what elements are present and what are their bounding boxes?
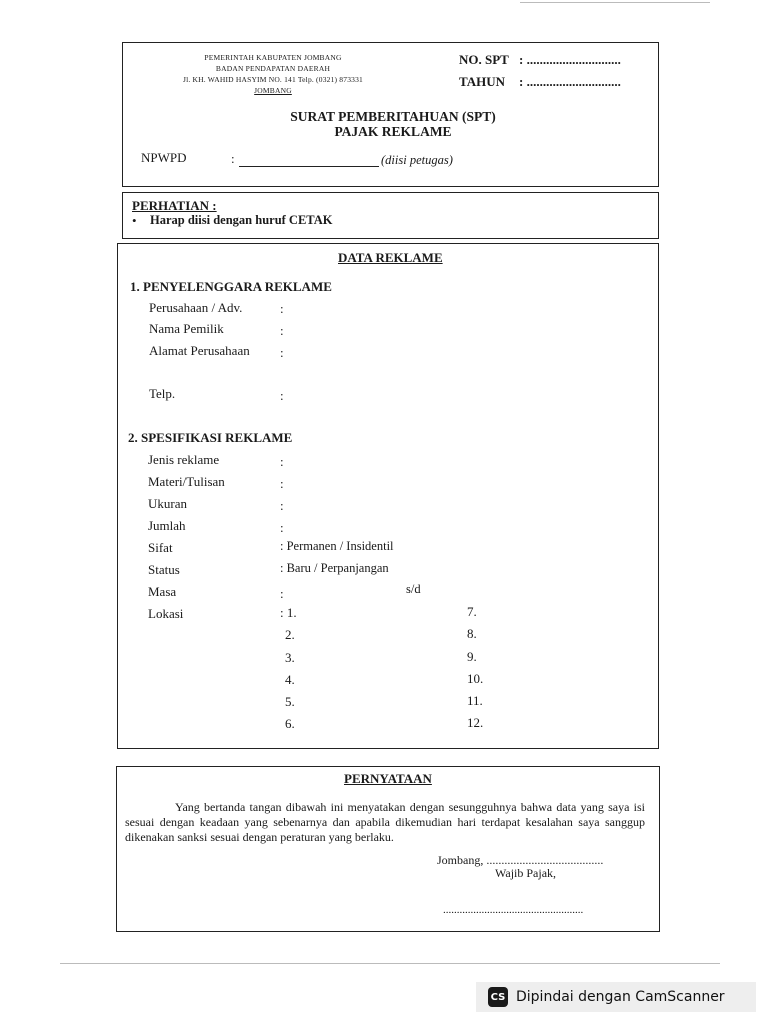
field-value-telp[interactable]: : bbox=[280, 388, 284, 403]
field-value-perusahaan[interactable]: : bbox=[280, 301, 284, 316]
npwpd-colon: : bbox=[231, 151, 235, 166]
header-box bbox=[122, 42, 659, 187]
npwpd-note: (diisi petugas) bbox=[381, 153, 453, 167]
statement-heading: PERNYATAAN bbox=[344, 771, 432, 786]
no-spt-label: NO. SPT bbox=[459, 52, 509, 67]
field-label-lokasi: Lokasi bbox=[148, 606, 184, 621]
field-label-masa: Masa bbox=[148, 584, 177, 599]
field-value-jenis[interactable]: : bbox=[280, 454, 284, 469]
notice-heading: PERHATIAN : bbox=[132, 198, 217, 213]
org-line-4: JOMBANG bbox=[254, 86, 292, 95]
field-label-status: Status bbox=[148, 562, 180, 577]
no-spt-value[interactable]: : ............................. bbox=[519, 52, 621, 67]
npwpd-label: NPWPD bbox=[141, 150, 187, 165]
form-title-line2: PAJAK REKLAME bbox=[334, 124, 452, 139]
lokasi-item-10[interactable]: 10. bbox=[467, 671, 484, 686]
npwpd-field[interactable] bbox=[239, 166, 379, 167]
field-label-jumlah: Jumlah bbox=[148, 518, 186, 533]
notice-bullet: • bbox=[132, 213, 137, 228]
field-value-alamat[interactable]: : bbox=[280, 345, 284, 360]
masa-sd: s/d bbox=[406, 582, 421, 596]
field-value-ukuran[interactable]: : bbox=[280, 498, 284, 513]
field-value-masa[interactable]: : bbox=[280, 586, 284, 601]
statement-paragraph: Yang bertanda tangan dibawah ini menyatakan dengan sesungguhnya bahwa data yang saya isi sesuai dengan keadaan yang sebenarnya dan apabila dikemudian hari terdapat kesalahan saya sanggup dikenakan sanksi sesuai dengan peraturan yang berlaku. bbox=[125, 800, 645, 844]
lokasi-item-2[interactable]: 2. bbox=[285, 627, 295, 642]
lokasi-item-4[interactable]: 4. bbox=[285, 672, 295, 687]
notice-box bbox=[122, 192, 659, 239]
field-value-status[interactable]: : Baru / Perpanjangan bbox=[280, 561, 389, 575]
field-label-jenis: Jenis reklame bbox=[148, 452, 220, 467]
data-reklame-box bbox=[117, 243, 659, 749]
camscanner-logo-icon: CS bbox=[488, 987, 508, 1007]
lokasi-item-7[interactable]: 7. bbox=[467, 604, 477, 619]
statement-box bbox=[116, 766, 660, 932]
data-reklame-heading: DATA REKLAME bbox=[338, 250, 443, 265]
field-value-sifat[interactable]: : Permanen / Insidentil bbox=[280, 539, 394, 553]
scan-edge-top bbox=[520, 2, 710, 3]
section2-title: 2. SPESIFIKASI REKLAME bbox=[128, 430, 293, 445]
lokasi-item-6[interactable]: 6. bbox=[285, 716, 295, 731]
lokasi-item-8[interactable]: 8. bbox=[467, 626, 477, 641]
place-date[interactable]: Jombang, ....................................... bbox=[437, 853, 604, 867]
field-label-alamat: Alamat Perusahaan bbox=[149, 343, 250, 358]
section1-title: 1. PENYELENGGARA REKLAME bbox=[130, 279, 332, 294]
notice-text: Harap diisi dengan huruf CETAK bbox=[150, 213, 333, 227]
camscanner-label: Dipindai dengan CamScanner bbox=[516, 989, 725, 1005]
lokasi-item-5[interactable]: 5. bbox=[285, 694, 295, 709]
field-label-materi: Materi/Tulisan bbox=[148, 474, 225, 489]
lokasi-item-1[interactable]: : 1. bbox=[280, 605, 297, 620]
field-value-materi[interactable]: : bbox=[280, 476, 284, 491]
field-label-perusahaan: Perusahaan / Adv. bbox=[149, 300, 243, 315]
org-line-1: PEMERINTAH KABUPATEN JOMBANG bbox=[204, 53, 342, 62]
signer-label: Wajib Pajak, bbox=[495, 866, 557, 880]
lokasi-item-12[interactable]: 12. bbox=[467, 715, 484, 730]
field-value-jumlah[interactable]: : bbox=[280, 520, 284, 535]
signature-line[interactable]: ................................................... bbox=[443, 904, 584, 916]
lokasi-item-9[interactable]: 9. bbox=[467, 649, 477, 664]
tahun-label: TAHUN bbox=[459, 74, 505, 89]
lokasi-item-3[interactable]: 3. bbox=[285, 650, 295, 665]
field-label-nama-pemilik: Nama Pemilik bbox=[149, 321, 224, 336]
field-label-ukuran: Ukuran bbox=[148, 496, 187, 511]
tahun-value[interactable]: : ............................. bbox=[519, 74, 621, 89]
lokasi-item-11[interactable]: 11. bbox=[467, 693, 483, 708]
field-label-sifat: Sifat bbox=[148, 540, 173, 555]
scan-edge-bottom bbox=[60, 963, 720, 964]
field-value-nama-pemilik[interactable]: : bbox=[280, 323, 284, 338]
org-line-2: BADAN PENDAPATAN DAERAH bbox=[215, 64, 331, 73]
form-title-line1: SURAT PEMBERITAHUAN (SPT) bbox=[290, 109, 496, 124]
org-line-3: Jl. KH. WAHID HASYIM NO. 141 Telp. (0321) 873331 bbox=[182, 75, 364, 84]
camscanner-watermark bbox=[476, 982, 756, 1012]
field-label-telp: Telp. bbox=[149, 386, 176, 401]
